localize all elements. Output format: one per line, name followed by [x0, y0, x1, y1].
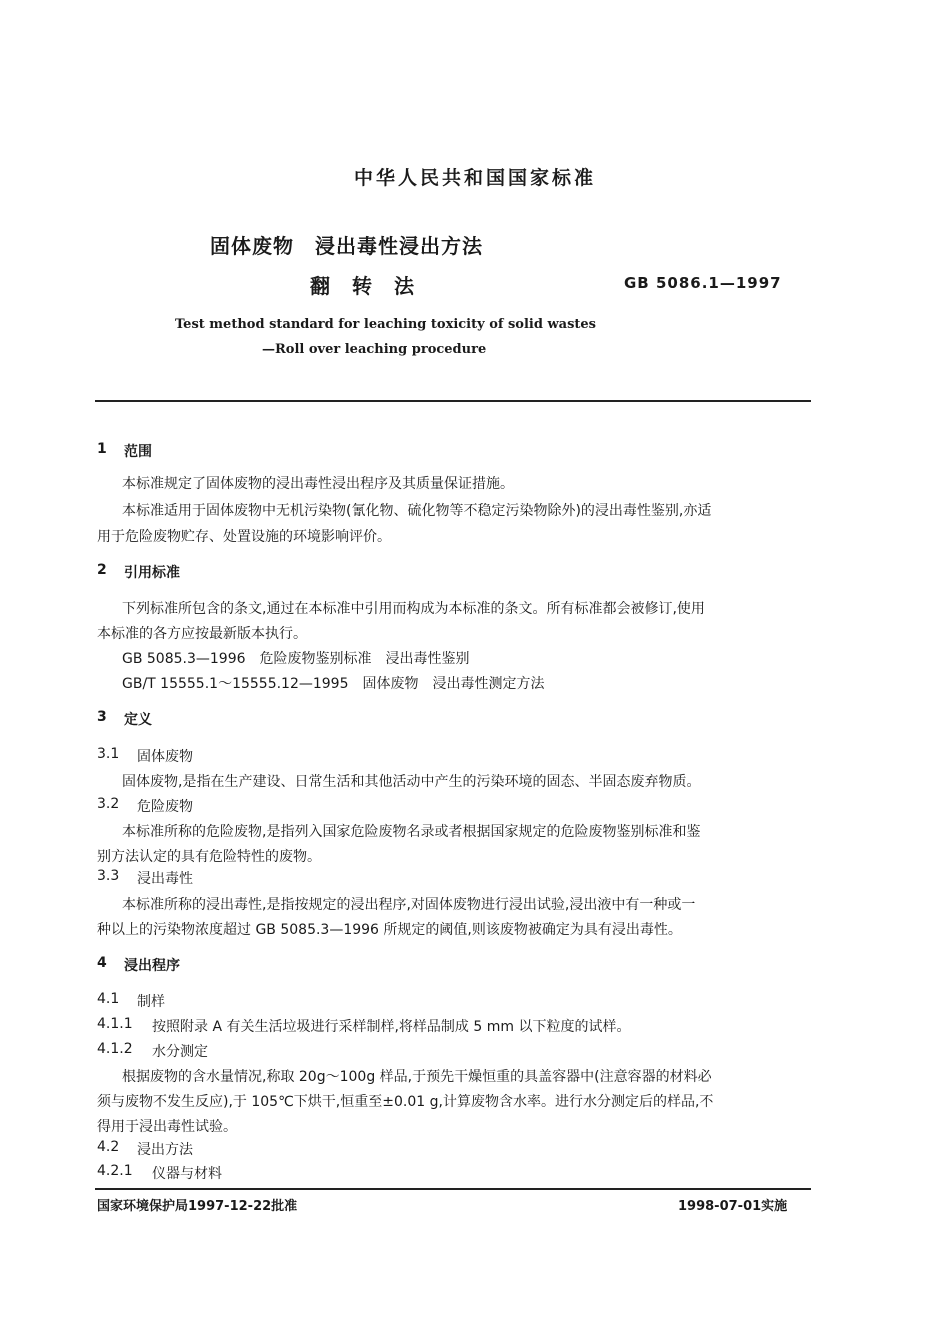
section-4-2-title: 浸出方法 — [137, 1142, 193, 1158]
section-3-3-paragraph-b: 种以上的污染物浓度超过 GB 5085.3—1996 所规定的阈值,则该废物被确定为具有浸出毒性。 — [97, 922, 682, 938]
section-3-number: 3 — [97, 709, 107, 725]
section-3-3-number: 3.3 — [97, 868, 120, 884]
footer-divider — [95, 1188, 811, 1190]
approval-date: 国家环境保护局1997-12-22批准 — [97, 1199, 298, 1214]
section-4-title: 浸出程序 — [124, 958, 180, 974]
section-1-paragraph-2b: 用于危险废物贮存、处置设施的环境影响评价。 — [97, 529, 391, 545]
section-4-1-2-title: 水分测定 — [152, 1044, 208, 1060]
section-4-2-1-title: 仪器与材料 — [152, 1166, 222, 1182]
english-title-line-2: —Roll over leaching procedure — [262, 342, 487, 357]
section-3-3-title: 浸出毒性 — [137, 871, 193, 887]
section-4-1-1-number: 4.1.1 — [97, 1016, 133, 1032]
header-divider — [95, 400, 811, 402]
issuing-organization: 中华人民共和国国家标准 — [353, 167, 596, 189]
english-title-line-1: Test method standard for leaching toxicity of solid wastes — [175, 317, 596, 332]
section-3-3-paragraph-a: 本标准所称的浸出毒性,是指按规定的浸出程序,对固体废物进行浸出试验,浸出液中有一种或一 — [122, 897, 696, 913]
section-2-reference-1: GB 5085.3—1996 危险废物鉴别标准 浸出毒性鉴别 — [122, 651, 470, 667]
section-4-1-number: 4.1 — [97, 991, 120, 1007]
section-4-2-number: 4.2 — [97, 1139, 120, 1155]
section-4-1-title: 制样 — [137, 994, 165, 1010]
section-3-2-title: 危险废物 — [137, 799, 193, 815]
section-1-paragraph-1: 本标准规定了固体废物的浸出毒性浸出程序及其质量保证措施。 — [122, 476, 514, 492]
section-3-1-title: 固体废物 — [137, 749, 193, 765]
section-3-1-paragraph: 固体废物,是指在生产建设、日常生活和其他活动中产生的污染环境的固态、半固态废弃物质。 — [122, 774, 701, 790]
section-3-2-paragraph-a: 本标准所称的危险废物,是指列入国家危险废物名录或者根据国家规定的危险废物鉴别标准和鉴 — [122, 824, 701, 840]
section-4-number: 4 — [97, 955, 107, 971]
section-3-2-paragraph-b: 别方法认定的具有危险特性的废物。 — [97, 849, 321, 865]
section-2-title: 引用标准 — [124, 565, 180, 581]
section-4-2-1-number: 4.2.1 — [97, 1163, 133, 1179]
title-line-1: 固体废物 浸出毒性浸出方法 — [210, 234, 483, 258]
section-4-1-1-text: 按照附录 A 有关生活垃圾进行采样制样,将样品制成 5 mm 以下粒度的试样。 — [152, 1019, 631, 1035]
standard-code: GB 5086.1—1997 — [624, 274, 782, 292]
section-4-1-2-paragraph-b: 须与废物不发生反应),于 105℃下烘干,恒重至±0.01 g,计算废物含水率。进行水分测定后的样品,不 — [97, 1094, 714, 1110]
section-2-reference-2: GB/T 15555.1～15555.12—1995 固体废物 浸出毒性测定方法 — [122, 676, 545, 692]
section-1-title: 范围 — [124, 444, 152, 460]
section-4-1-2-paragraph-a: 根据废物的含水量情况,称取 20g～100g 样品,于预先干燥恒重的具盖容器中(注意容器的材料必 — [122, 1069, 712, 1085]
section-2-number: 2 — [97, 562, 107, 578]
section-1-paragraph-2a: 本标准适用于固体废物中无机污染物(氰化物、硫化物等不稳定污染物除外)的浸出毒性鉴别,亦适 — [122, 503, 712, 519]
title-line-2: 翻转法 — [310, 274, 436, 298]
section-4-1-2-number: 4.1.2 — [97, 1041, 133, 1057]
section-4-1-2-paragraph-c: 得用于浸出毒性试验。 — [97, 1119, 237, 1135]
section-3-1-number: 3.1 — [97, 746, 120, 762]
section-3-2-number: 3.2 — [97, 796, 120, 812]
implementation-date: 1998-07-01实施 — [678, 1199, 788, 1214]
section-2-paragraph-1a: 下列标准所包含的条文,通过在本标准中引用而构成为本标准的条文。所有标准都会被修订,使用 — [122, 601, 705, 617]
section-2-paragraph-1b: 本标准的各方应按最新版本执行。 — [97, 626, 307, 642]
section-3-title: 定义 — [124, 712, 152, 728]
section-1-number: 1 — [97, 441, 107, 457]
